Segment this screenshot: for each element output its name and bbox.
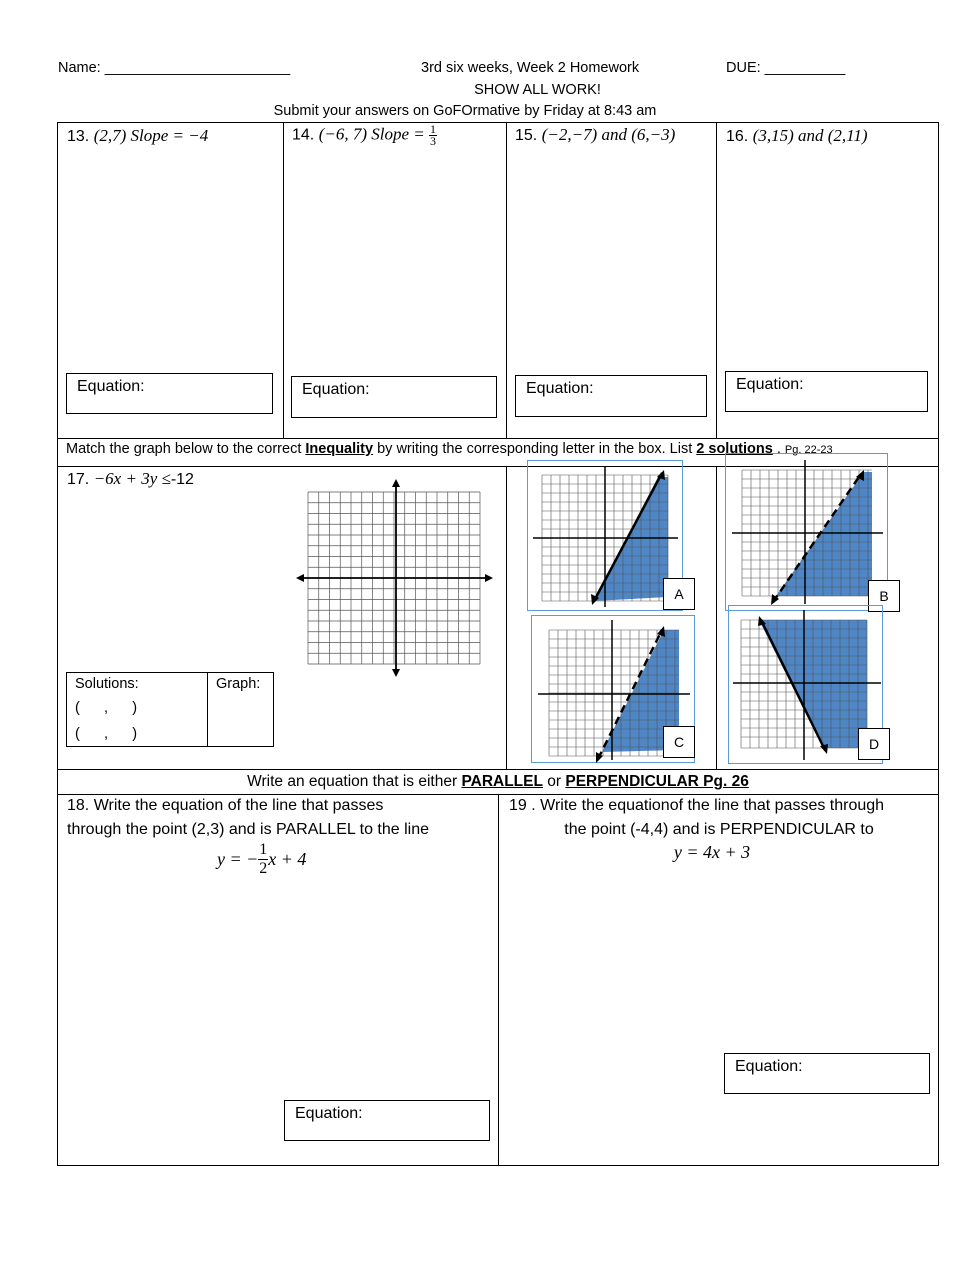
graph-label-d: D xyxy=(858,728,890,760)
problem-18-equation xyxy=(217,841,306,878)
match-instruction xyxy=(66,441,833,457)
equation-prefix: y = − xyxy=(217,849,259,869)
graph-a-plot xyxy=(528,461,684,612)
equation-box-13[interactable]: Equation: xyxy=(66,373,273,414)
problem-19-line-1: 19 . Write the equationof the line that passes through xyxy=(509,797,885,814)
graph-label-b: B xyxy=(868,580,900,612)
problem-17-number: 17. xyxy=(67,471,90,488)
problem-16-text: (3,15) and (2,11) xyxy=(752,126,868,145)
row-divider xyxy=(57,769,939,770)
fraction-denominator: 3 xyxy=(430,134,436,148)
row-divider xyxy=(57,438,939,439)
instruction-text: . xyxy=(772,441,785,457)
graph-option-a[interactable] xyxy=(527,460,683,611)
problem-16 xyxy=(726,126,868,146)
section-text: Write an equation that is either xyxy=(247,773,462,790)
problem-14 xyxy=(292,124,437,147)
section-text: or xyxy=(542,773,566,790)
col-divider xyxy=(283,122,284,439)
perpendicular-keyword: PERPENDICULAR Pg. 26 xyxy=(565,773,749,790)
graph-label-a: A xyxy=(663,578,695,610)
page-reference: Pg. 22-23 xyxy=(784,444,833,456)
solutions-keyword: 2 solutions xyxy=(696,441,773,457)
equation-box-16[interactable]: Equation: xyxy=(725,371,928,412)
problem-19-equation: y = 4x + 3 xyxy=(673,842,751,862)
col-divider xyxy=(716,122,717,439)
fraction-denominator: 2 xyxy=(259,860,268,877)
problem-13-number: 13. xyxy=(67,128,90,145)
problem-14-text: (−6, 7) Slope = xyxy=(318,124,429,144)
instruction-text: by writing the corresponding letter in the box. List xyxy=(373,441,697,457)
section-parallel-perpendicular xyxy=(57,773,939,791)
problem-14-number: 14. xyxy=(292,126,315,144)
equation-suffix: x + 4 xyxy=(268,849,307,869)
equation-fraction xyxy=(258,841,268,878)
problem-18-line-1: 18. Write the equation of the line that passes xyxy=(67,797,384,814)
inequality-keyword: Inequality xyxy=(305,441,374,457)
equation-box-18[interactable]: Equation: xyxy=(284,1100,490,1141)
col-divider xyxy=(207,672,208,747)
graph-option-b[interactable] xyxy=(725,453,888,611)
graph-b-plot xyxy=(726,454,889,612)
name-field[interactable]: Name: _______________________ xyxy=(58,60,291,76)
problem-15-number: 15. xyxy=(515,127,538,144)
worksheet-title: 3rd six weeks, Week 2 Homework xyxy=(421,60,640,76)
col-divider xyxy=(506,466,507,770)
problem-15-text: (−2,−7) and (6,−3) xyxy=(541,125,676,144)
equation-box-15[interactable]: Equation: xyxy=(515,375,707,417)
solutions-label: Solutions: xyxy=(75,676,139,692)
show-work-note: SHOW ALL WORK! xyxy=(474,82,601,98)
graph-label: Graph: xyxy=(216,676,261,692)
submit-note: Submit your answers on GoFOrmative by Friday at 8:43 am xyxy=(273,103,657,119)
problem-17-inequality: −6x + 3y ≤ xyxy=(93,469,171,488)
problem-15 xyxy=(515,125,675,145)
parallel-keyword: PARALLEL xyxy=(461,773,543,790)
equation-box-19[interactable]: Equation: xyxy=(724,1053,930,1094)
instruction-text: Match the graph below to the correct xyxy=(66,441,306,457)
problem-19-line-2: the point (-4,4) and is PERPENDICULAR to xyxy=(564,821,874,838)
problem-18-line-2: through the point (2,3) and is PARALLEL to the line xyxy=(67,821,430,838)
problem-13-text: (2,7) Slope = −4 xyxy=(93,126,209,145)
fraction-numerator: 1 xyxy=(430,122,436,136)
due-field[interactable]: DUE: __________ xyxy=(726,60,846,76)
col-divider xyxy=(716,466,717,770)
equation-box-14[interactable]: Equation: xyxy=(291,376,497,418)
solution-blank-2[interactable]: ( , ) xyxy=(75,726,138,742)
problem-13 xyxy=(67,126,208,146)
blank-coordinate-grid[interactable] xyxy=(296,478,496,678)
fraction-numerator: 1 xyxy=(259,841,268,858)
problem-17-constant: -12 xyxy=(170,471,194,488)
graph-label-c: C xyxy=(663,726,695,758)
problem-16-number: 16. xyxy=(726,128,749,145)
solution-blank-1[interactable]: ( , ) xyxy=(75,700,138,716)
problem-14-fraction xyxy=(429,124,437,147)
col-divider xyxy=(506,122,507,439)
problem-17 xyxy=(67,469,194,489)
